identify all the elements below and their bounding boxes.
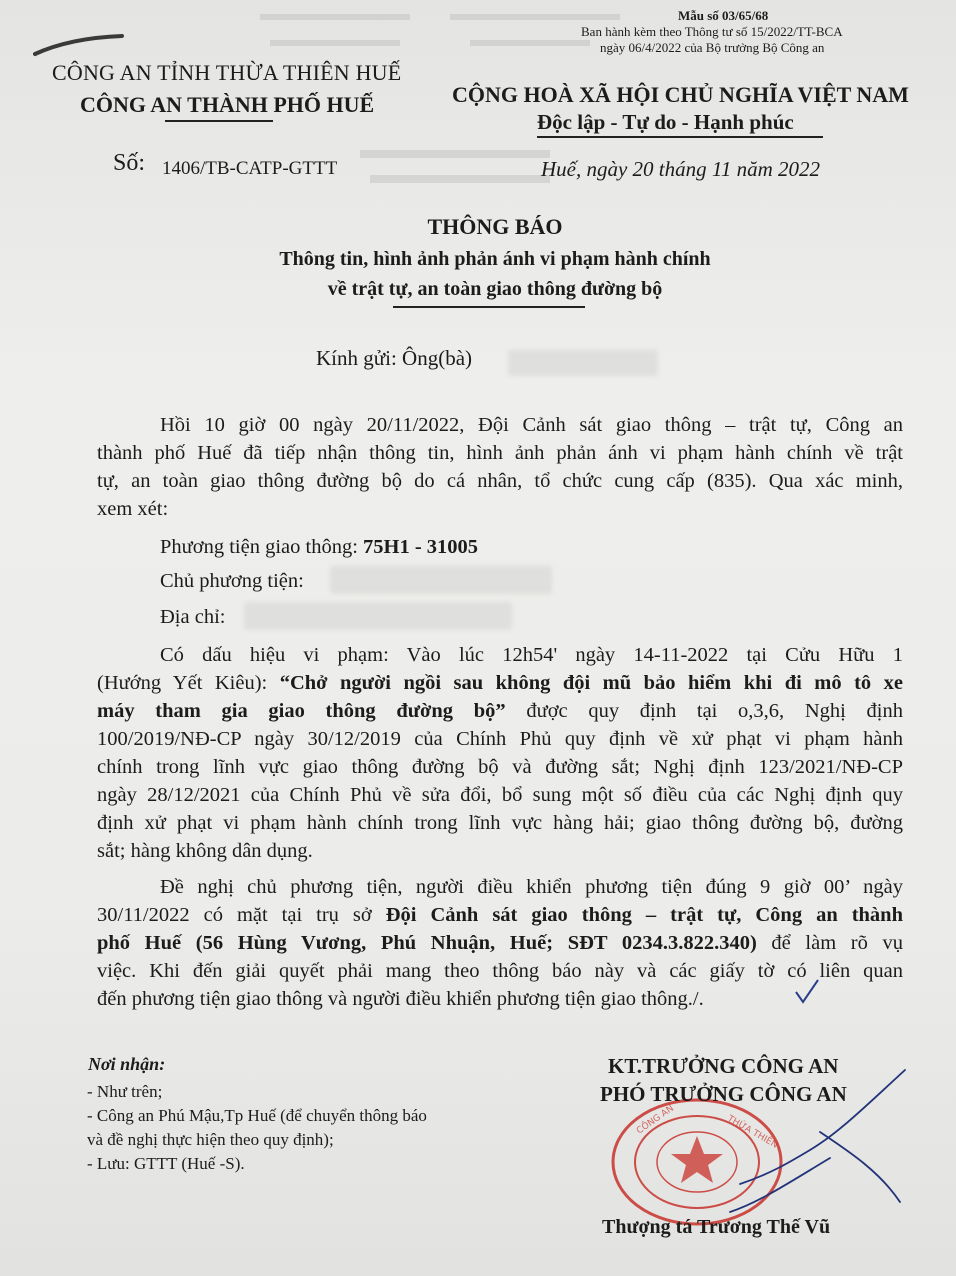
form-issued-line: Ban hành kèm theo Thông tư số 15/2022/TT-BCA bbox=[581, 24, 843, 39]
violation-line bbox=[97, 672, 903, 695]
body-line: đến phương tiện giao thông và người điều khiển phương tiện giao thông./. bbox=[97, 988, 704, 1010]
vehicle-label: Phương tiện giao thông: bbox=[160, 536, 364, 558]
body-line: Đề nghị chủ phương tiện, người điều khiển phương tiện đúng 9 giờ 00’ ngày bbox=[160, 876, 903, 898]
agency-name: CÔNG AN THÀNH PHỐ HUẾ bbox=[80, 92, 375, 117]
pen-stroke-mark bbox=[30, 30, 130, 60]
recipient-item: và đề nghị thực hiện theo quy định); bbox=[87, 1130, 334, 1149]
nation-title: CỘNG HOÀ XÃ HỘI CHỦ NGHĨA VIỆT NAM bbox=[452, 82, 909, 107]
violation-rule: được quy định tại o,3,6, Nghị định bbox=[505, 700, 904, 722]
violation-text: “Chở người ngồi sau không đội mũ bảo hiểm khi đi mô tô xe bbox=[279, 672, 903, 694]
address-label: Địa chỉ: bbox=[160, 606, 226, 628]
motto-underline bbox=[537, 136, 823, 138]
handwritten-signature bbox=[700, 1062, 920, 1222]
doc-date: Huế, ngày 20 tháng 11 năm 2022 bbox=[541, 157, 820, 181]
body-line: sắt; hàng không dân dụng. bbox=[97, 840, 313, 862]
body-line: thành phố Huế đã tiếp nhận thông tin, hình ảnh phản ánh vi phạm hành chính về trật bbox=[97, 442, 903, 464]
signer-name: Thượng tá Trương Thế Vũ bbox=[602, 1216, 831, 1238]
form-issued-date: ngày 06/4/2022 của Bộ trưởng Bộ Công an bbox=[600, 40, 825, 55]
nation-motto: Độc lập - Tự do - Hạnh phúc bbox=[537, 110, 794, 134]
svg-text:THỪA THIÊN: THỪA THIÊN bbox=[725, 1113, 780, 1151]
violation-line bbox=[97, 700, 903, 723]
violation-text-end: máy tham gia giao thông đường bộ” bbox=[97, 700, 506, 722]
form-number: Mẫu số 03/65/68 bbox=[678, 8, 769, 23]
body-line: xem xét: bbox=[97, 498, 169, 520]
body-line: chính trong lĩnh vực giao thông đường bộ và đường sắt; Nghị định 123/2021/NĐ-CP bbox=[97, 756, 903, 778]
body-line: 100/2019/NĐ-CP ngày 30/12/2019 của Chính Phủ quy định về xử phạt vi phạm hành bbox=[97, 728, 903, 750]
svg-text:CÔNG AN: CÔNG AN bbox=[634, 1103, 676, 1137]
meeting-address: phố Huế (56 Hùng Vương, Phú Nhuận, Huế; SĐT 0234.3.822.340) bbox=[97, 932, 757, 954]
agency-parent: CÔNG AN TỈNH THỪA THIÊN HUẾ bbox=[52, 60, 402, 85]
recipient-item: - Như trên; bbox=[87, 1082, 163, 1101]
redacted-addressee bbox=[508, 350, 658, 376]
notice-title: THÔNG BÁO bbox=[427, 214, 563, 239]
recipients-title: Nơi nhận: bbox=[88, 1054, 166, 1074]
redacted-owner bbox=[330, 566, 552, 594]
owner-label: Chủ phương tiện: bbox=[160, 570, 304, 592]
signature-title-2: PHÓ TRƯỞNG CÔNG AN bbox=[600, 1082, 847, 1106]
recipient-item: - Công an Phú Mậu,Tp Huế (để chuyển thông báo bbox=[87, 1106, 427, 1125]
recipient-item: - Lưu: GTTT (Huế -S). bbox=[87, 1154, 245, 1173]
doc-number-label: Số: bbox=[113, 150, 146, 176]
addressee-label: Kính gửi: Ông(bà) bbox=[316, 346, 473, 370]
notice-subtitle-2: về trật tự, an toàn giao thông đường bộ bbox=[327, 278, 663, 300]
vehicle-plate: 75H1 - 31005 bbox=[363, 536, 479, 558]
body-line bbox=[97, 904, 903, 927]
body-line: ngày 28/12/2021 của Chính Phủ về sửa đổi, bổ sung một số điều của các Nghị định quy bbox=[97, 784, 903, 806]
notice-subtitle-1: Thông tin, hình ảnh phản ánh vi phạm hành chính bbox=[279, 248, 711, 270]
agency-underline bbox=[165, 120, 273, 122]
body-line: định xử phạt vi phạm hành chính trong lĩnh vực hàng hải; giao thông đường bộ, đường bbox=[97, 812, 903, 834]
meeting-place: Đội Cảnh sát giao thông – trật tự, Công an thành bbox=[385, 904, 903, 926]
body-line bbox=[97, 932, 903, 955]
vehicle-row bbox=[160, 536, 956, 559]
redacted-address bbox=[244, 602, 512, 630]
violation-location: (Hướng Yết Kiêu): bbox=[97, 672, 280, 694]
body-line: tự, an toàn giao thông đường bộ do cá nhân, tổ chức cung cấp (835). Qua xác minh, bbox=[97, 470, 903, 492]
meeting-purpose: để làm rõ vụ bbox=[756, 932, 903, 954]
handwritten-tick-mark bbox=[794, 978, 820, 1006]
body-line: Hồi 10 giờ 00 ngày 20/11/2022, Đội Cảnh sát giao thông – trật tự, Công an bbox=[160, 414, 903, 436]
meeting-date: 30/11/2022 có mặt tại trụ sở bbox=[97, 904, 386, 926]
signature-title-1: KT.TRƯỞNG CÔNG AN bbox=[608, 1054, 839, 1078]
subtitle-underline bbox=[393, 306, 585, 308]
doc-number: 1406/TB-CATP-GTTT bbox=[162, 158, 338, 179]
body-line: Có dấu hiệu vi phạm: Vào lúc 12h54' ngày 14-11-2022 tại Cửu Hữu 1 bbox=[160, 644, 903, 666]
body-line: việc. Khi đến giải quyết phải mang theo thông báo này và các giấy tờ có liên quan bbox=[97, 960, 903, 982]
